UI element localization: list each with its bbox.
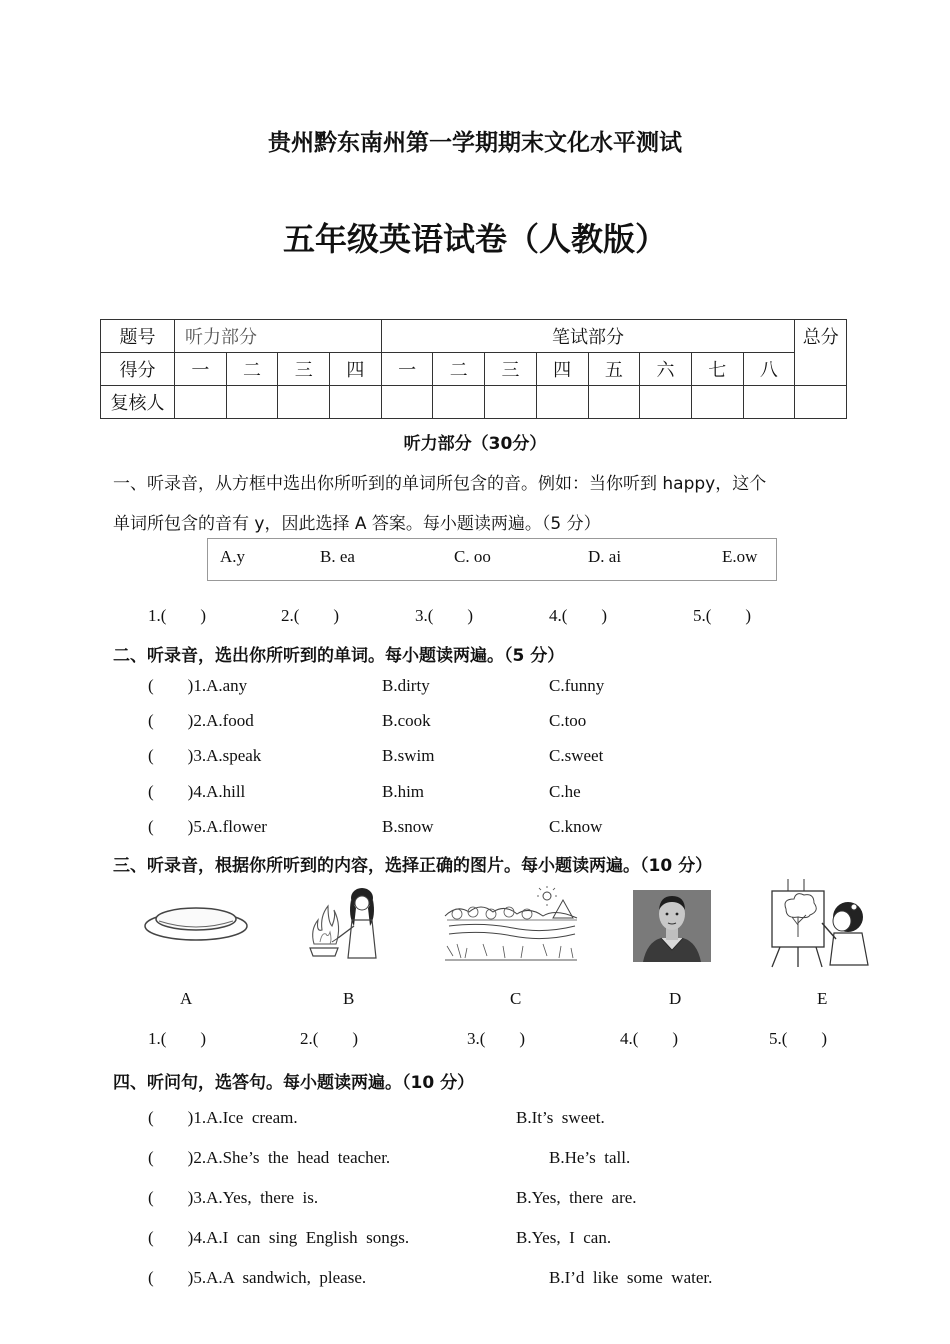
- part1-instruction-line2: 单词所包含的音有 y，因此选择 A 答案。每小题读两遍。（5 分）: [113, 514, 601, 534]
- row-score-label: 得分: [101, 353, 175, 386]
- numeral-cell: 三: [485, 353, 537, 386]
- answer-blank[interactable]: 5.( ): [693, 606, 752, 625]
- blank-cell[interactable]: [226, 386, 278, 419]
- blank-cell[interactable]: [640, 386, 692, 419]
- picture-a-pancake[interactable]: [143, 900, 249, 942]
- question-option-c: C.too: [549, 711, 587, 730]
- blank-cell[interactable]: [330, 386, 382, 419]
- blank-cell[interactable]: [381, 386, 433, 419]
- picture-label-c: C: [510, 989, 522, 1008]
- answer-blank[interactable]: 2.( ): [300, 1029, 359, 1048]
- numeral-cell: 七: [691, 353, 743, 386]
- question-option-a[interactable]: ( )3.A.speak: [148, 746, 262, 765]
- exam-subtitle: 五年级英语试卷（人教版）: [282, 220, 667, 258]
- numeral-cell: 一: [381, 353, 433, 386]
- question-option-b: B.him: [382, 782, 425, 801]
- header-listening: 听力部分: [175, 320, 382, 353]
- answer-blank[interactable]: 4.( ): [549, 606, 608, 625]
- question-option-a[interactable]: ( )2.A.She’s the head teacher.: [148, 1148, 391, 1167]
- picture-c-landscape[interactable]: [443, 886, 579, 962]
- numeral-cell: 四: [330, 353, 382, 386]
- question-option-a[interactable]: ( )3.A.Yes, there is.: [148, 1188, 319, 1207]
- blank-cell[interactable]: [588, 386, 640, 419]
- blank-cell[interactable]: [795, 386, 847, 419]
- blank-cell[interactable]: [691, 386, 743, 419]
- question-option-a[interactable]: ( )1.A.any: [148, 676, 248, 695]
- option-e: E.ow: [722, 547, 758, 566]
- numeral-cell: 二: [226, 353, 278, 386]
- picture-label-e: E: [817, 989, 828, 1008]
- question-option-a[interactable]: ( )5.A.flower: [148, 817, 267, 836]
- question-option-a[interactable]: ( )1.A.Ice cream.: [148, 1108, 298, 1127]
- blank-cell[interactable]: [743, 386, 795, 419]
- header-total: 总分: [795, 320, 847, 386]
- header-writing: 笔试部分: [381, 320, 795, 353]
- numeral-cell: 六: [640, 353, 692, 386]
- exam-title: 贵州黔东南州第一学期期末文化水平测试: [268, 130, 682, 156]
- blank-cell[interactable]: [485, 386, 537, 419]
- answer-blank[interactable]: 3.( ): [467, 1029, 526, 1048]
- answer-blank[interactable]: 5.( ): [769, 1029, 828, 1048]
- answer-blank[interactable]: 3.( ): [415, 606, 474, 625]
- numeral-cell: 五: [588, 353, 640, 386]
- part1-options-box: [207, 538, 777, 581]
- answer-blank[interactable]: 1.( ): [148, 1029, 207, 1048]
- question-option-b: B.He’s tall.: [549, 1148, 631, 1167]
- picture-label-b: B: [343, 989, 355, 1008]
- blank-cell[interactable]: [175, 386, 227, 419]
- question-option-b: B.dirty: [382, 676, 430, 695]
- question-option-b: B.swim: [382, 746, 435, 765]
- picture-e-girl-painting[interactable]: [768, 877, 872, 969]
- question-option-a[interactable]: ( )5.A.A sandwich, please.: [148, 1268, 367, 1287]
- question-option-b: B.cook: [382, 711, 431, 730]
- part4-instruction: 四、听问句，选答句。每小题读两遍。（10 分）: [113, 1073, 475, 1093]
- question-option-c: C.he: [549, 782, 581, 801]
- picture-label-a: A: [180, 989, 193, 1008]
- question-option-b: B.Yes, there are.: [516, 1188, 637, 1207]
- answer-blank[interactable]: 1.( ): [148, 606, 207, 625]
- score-table: [100, 319, 847, 419]
- question-option-a[interactable]: ( )2.A.food: [148, 711, 254, 730]
- question-option-b: B.Yes, I can.: [516, 1228, 612, 1247]
- picture-label-d: D: [669, 989, 682, 1008]
- numeral-cell: 八: [743, 353, 795, 386]
- question-option-a[interactable]: ( )4.A.I can sing English songs.: [148, 1228, 410, 1247]
- blank-cell[interactable]: [536, 386, 588, 419]
- question-option-c: C.know: [549, 817, 603, 836]
- answer-blank[interactable]: 2.( ): [281, 606, 340, 625]
- part2-instruction: 二、听录音，选出你所听到的单词。每小题读两遍。（5 分）: [113, 646, 565, 666]
- option-a: A.y: [220, 547, 246, 566]
- picture-d-man-portrait[interactable]: [633, 890, 711, 962]
- question-option-c: C.funny: [549, 676, 605, 695]
- answer-blank[interactable]: 4.( ): [620, 1029, 679, 1048]
- row-reviewer-label: 复核人: [101, 386, 175, 419]
- header-tihao: 题号: [101, 320, 175, 353]
- numeral-cell: 二: [433, 353, 485, 386]
- question-option-b: B.snow: [382, 817, 434, 836]
- option-c: C. oo: [454, 547, 491, 566]
- listening-header: 听力部分（30分）: [403, 434, 547, 454]
- question-option-b: B.I’d like some water.: [549, 1268, 713, 1287]
- question-option-c: C.sweet: [549, 746, 604, 765]
- numeral-cell: 一: [175, 353, 227, 386]
- picture-b-girl-cooking[interactable]: [302, 886, 388, 960]
- numeral-cell: 三: [278, 353, 330, 386]
- blank-cell[interactable]: [433, 386, 485, 419]
- option-b: B. ea: [320, 547, 355, 566]
- numeral-cell: 四: [536, 353, 588, 386]
- question-option-b: B.It’s sweet.: [516, 1108, 605, 1127]
- blank-cell[interactable]: [278, 386, 330, 419]
- option-d: D. ai: [588, 547, 622, 566]
- part3-instruction: 三、听录音，根据你所听到的内容，选择正确的图片。每小题读两遍。（10 分）: [113, 856, 713, 876]
- part1-instruction-line1: 一、听录音，从方框中选出你所听到的单词所包含的音。例如：当你听到 happy，这个: [113, 474, 767, 494]
- question-option-a[interactable]: ( )4.A.hill: [148, 782, 246, 801]
